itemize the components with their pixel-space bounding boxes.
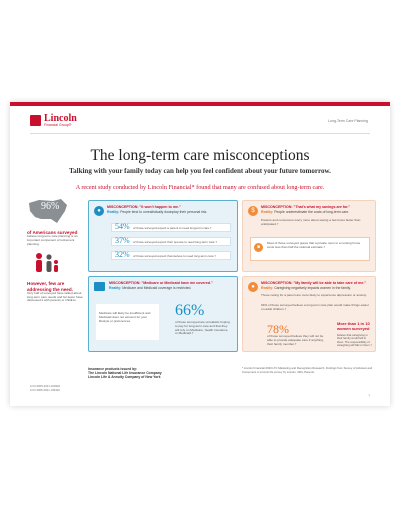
panel-medicare xyxy=(88,276,238,352)
stat-row xyxy=(111,251,231,260)
stat-text: of those surveyed expect a parent to need long-term care.† xyxy=(133,226,212,230)
stat-78: 78% xyxy=(267,322,289,336)
misconception-2: MISCONCEPTION: "That's what my savings are for." xyxy=(261,205,351,209)
page-subtitle: Talking with your family today can help you feel confident about your future tomorrow. xyxy=(69,167,331,175)
savings-text: Parents and consumers worry more about saving a few times faster than anticipated.† xyxy=(261,218,361,226)
stat-78-text: of those surveyed believe they will not be able to provide adequate care if anything, their family member.† xyxy=(267,334,324,346)
medicare-box xyxy=(96,304,159,340)
reality-label: Reality: xyxy=(261,210,274,214)
panel-savings xyxy=(242,200,376,272)
medicare-text: Medicare will likely be insufficient and Medicaid does not account for your lifestyle or preferences. xyxy=(99,311,151,323)
however-text: Only half of surveyed have talked about long-term care needs and far fewer have discussed it with parents or children. xyxy=(27,291,83,303)
page-number: 1 xyxy=(368,393,370,397)
callout-text: Most of those surveyed guess that a private room in a nursing home costs less than half the national estimate.† xyxy=(267,241,361,249)
reality-label: Reality: xyxy=(109,286,122,290)
doc-code-2: LCN 3005-2021 109320 xyxy=(30,387,60,392)
reality-3 xyxy=(109,286,191,290)
doc-code-1: LCN-3005-2021-109320 xyxy=(30,384,61,388)
brand-name: Lincoln xyxy=(44,113,77,124)
stat-label: of Americans surveyed xyxy=(27,230,78,235)
misconception-1: MISCONCEPTION: "It won't happen to me." xyxy=(107,205,181,209)
family-icon xyxy=(31,252,61,274)
reality-text: Caregiving negatively impacts women in the family. xyxy=(274,286,351,290)
misconception-3: MISCONCEPTION: "Medicare or Medicaid have me covered." xyxy=(109,281,213,285)
stat-row xyxy=(111,237,231,246)
more-than-heading: More than 1 in 10 women surveyed xyxy=(337,321,370,331)
doc-code xyxy=(30,385,60,392)
family-text-1: Those caring for a parent are more likely to experience depression or anxiety. xyxy=(261,293,367,297)
reality-text: People underestimate the costs of long-term care. xyxy=(274,210,350,214)
issuer-2: Lincoln Life & Annuity Company of New York xyxy=(88,375,161,380)
stat-number: 37% xyxy=(115,236,130,245)
more-than-text: believe that caregiving in their family would fall to them. The responsibility of caregiving will fall on them.† xyxy=(337,333,372,347)
top-accent-bar xyxy=(10,102,390,106)
medicare-card-icon xyxy=(94,282,105,291)
piggy-bank-icon: $ xyxy=(248,206,258,216)
reality-2 xyxy=(261,210,349,214)
issuer-1: The Lincoln National Life Insurance Company xyxy=(88,371,162,376)
panel-wont-happen xyxy=(88,200,238,272)
stat-number: 54% xyxy=(115,222,130,231)
stat-66-text: of those surveyed are unrealistic hoping to pay for long-term care and that they will rely on Medicare, health insurance, or Medicaid.† xyxy=(175,320,230,336)
stat-66: 66% xyxy=(175,302,205,319)
reality-1 xyxy=(107,210,207,214)
sidebar xyxy=(27,197,83,303)
reality-label: Reality: xyxy=(261,286,274,290)
stat-text: believe long-term care planning is an important component of retirement planning. xyxy=(27,234,78,246)
misconception-4: MISCONCEPTION: "My family will be able to take care of me." xyxy=(261,281,367,285)
brand-sub: Financial Group® xyxy=(44,123,72,127)
stat-number: 32% xyxy=(115,250,130,259)
stat-96: 96% xyxy=(41,201,60,212)
stat-text: of those surveyed expect themselves to need long-term care.† xyxy=(133,254,216,258)
reality-label: Reality: xyxy=(107,210,120,214)
lincoln-logo-icon xyxy=(30,115,41,126)
page-title: The long-term care misconceptions xyxy=(90,147,310,164)
lincoln-logo xyxy=(30,114,77,127)
caregiver-icon: ● xyxy=(248,282,258,292)
section-label: Long-Term Care Planning xyxy=(328,119,368,123)
reality-text: Medicare and Medicaid coverage is restricted. xyxy=(122,286,192,290)
panel-family xyxy=(242,276,376,352)
footnote: * Lincoln Financial 2020 LTC Marketing and Recognition Research. Findings from Survey of Advisors and Consumers in Lincoln life survey by Lincoln. 400+ Parents. xyxy=(242,366,373,374)
stat-text: of those surveyed expect their spouse to need long-term care.† xyxy=(133,240,218,244)
person-icon: ● xyxy=(94,206,104,216)
header-divider xyxy=(30,133,370,134)
issued-label: Insurance products issued by: xyxy=(88,367,138,371)
stat-row xyxy=(111,223,231,232)
reality-4 xyxy=(261,286,351,290)
bed-icon: ■ xyxy=(254,243,263,252)
study-line: A recent study conducted by Lincoln Financial* found that many are confused about long-term care. xyxy=(75,184,325,191)
however-heading: However, few are addressing the need. xyxy=(27,281,73,292)
savings-callout xyxy=(250,237,370,261)
family-text-2: 94% of those surveyed believe a long-term care plan would make things easier on adult children.† xyxy=(261,303,369,311)
reality-text: People tend to unrealistically downplay their personal risk. xyxy=(120,210,208,214)
issuer-block xyxy=(88,367,162,380)
